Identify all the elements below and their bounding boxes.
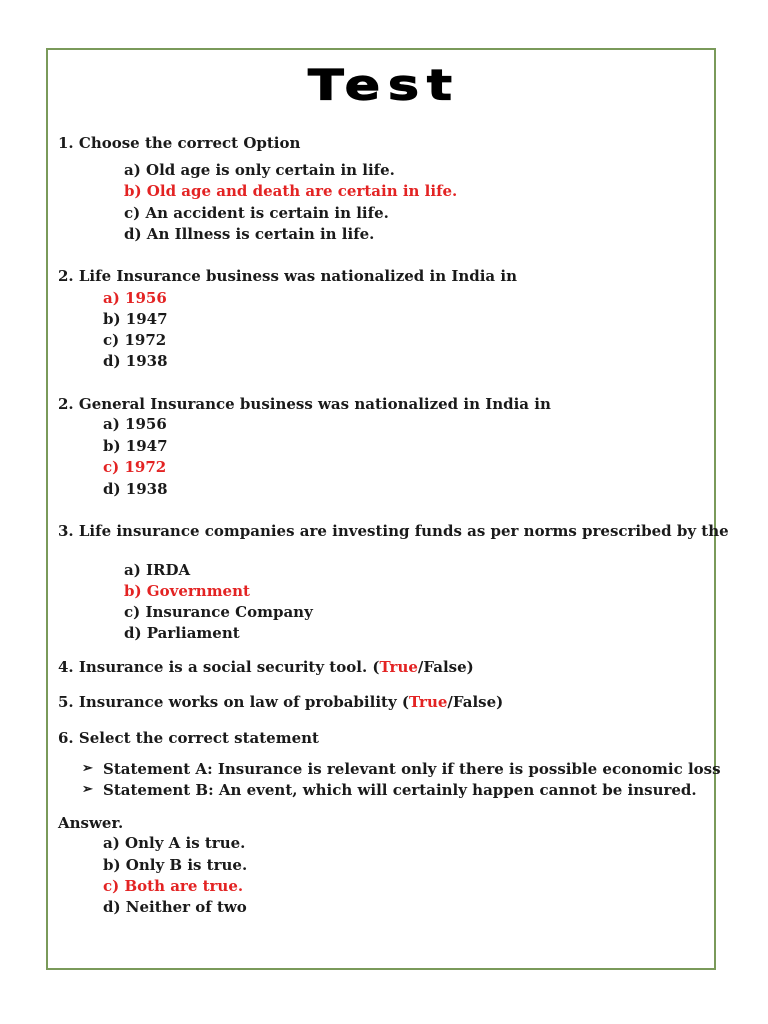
q1-option-a: a) Old age is only certain in life. xyxy=(124,161,395,179)
question-3: 3. Life insurance companies are investing funds as per norms prescribed by the xyxy=(58,522,729,540)
q1-option-c: c) An accident is certain in life. xyxy=(124,204,389,222)
question-4 xyxy=(58,657,474,677)
q4-true-correct: True xyxy=(379,658,418,676)
question-1: 1. Choose the correct Option xyxy=(58,134,301,152)
q1-option-d: d) An Illness is certain in life. xyxy=(124,225,375,243)
question-2: 2. Life Insurance business was nationalized in India in xyxy=(58,267,517,285)
q4-prefix: 4. Insurance is a social security tool. ( xyxy=(58,658,380,676)
page-title: Test xyxy=(308,62,460,110)
q6-statement-b: Statement B: An event, which will certainly happen cannot be insured. xyxy=(103,781,697,799)
q3-option-d: d) Parliament xyxy=(124,624,240,642)
q4-suffix: /False) xyxy=(417,658,474,676)
q2-option-b: b) 1947 xyxy=(103,310,168,328)
q2b-option-a: a) 1956 xyxy=(103,415,167,433)
q2-option-d: d) 1938 xyxy=(103,352,168,370)
arrow-bullet-icon: ➢ xyxy=(82,761,93,776)
q6-statement-a: Statement A: Insurance is relevant only if there is possible economic loss xyxy=(103,760,721,778)
q1-option-b-correct: b) Old age and death are certain in life. xyxy=(124,182,458,200)
q6-option-b: b) Only B is true. xyxy=(103,856,248,874)
answer-label: Answer. xyxy=(58,814,124,832)
q5-true-correct: True xyxy=(408,693,448,711)
question-6: 6. Select the correct statement xyxy=(58,729,319,747)
q2b-option-b: b) 1947 xyxy=(103,437,168,455)
q2b-option-d: d) 1938 xyxy=(103,480,168,498)
q3-option-c: c) Insurance Company xyxy=(124,603,313,621)
q5-prefix: 5. Insurance works on law of probability ( xyxy=(58,693,409,711)
q2b-option-c-correct: c) 1972 xyxy=(103,458,167,476)
arrow-bullet-icon: ➢ xyxy=(82,782,93,797)
question-2b: 2. General Insurance business was nationalized in India in xyxy=(58,395,551,413)
q5-suffix: /False) xyxy=(447,693,504,711)
q6-option-c-correct: c) Both are true. xyxy=(103,877,244,895)
q2-option-c: c) 1972 xyxy=(103,331,167,349)
question-5 xyxy=(58,692,503,712)
q6-option-d: d) Neither of two xyxy=(103,898,247,916)
q6-option-a: a) Only A is true. xyxy=(103,834,246,852)
q3-option-b-correct: b) Government xyxy=(124,582,250,600)
q3-option-a: a) IRDA xyxy=(124,561,191,579)
q2-option-a-correct: a) 1956 xyxy=(103,289,167,307)
